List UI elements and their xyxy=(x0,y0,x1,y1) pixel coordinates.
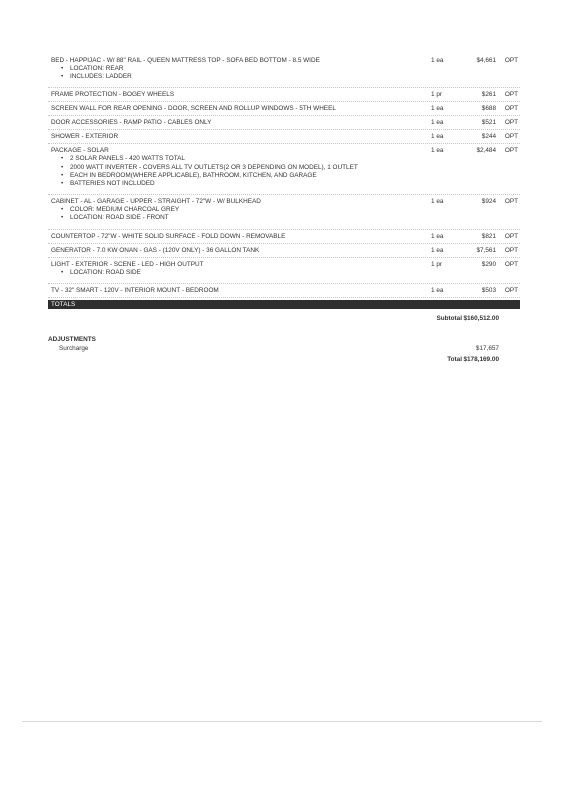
item-spacer xyxy=(51,81,520,85)
item-spacer xyxy=(51,277,520,281)
line-item-price: $2,484 xyxy=(476,147,496,155)
line-item-description: TV - 32" SMART - 120V - INTERIOR MOUNT - BEDROOM xyxy=(51,286,219,294)
line-item-price: $261 xyxy=(481,91,496,99)
grand-total-row xyxy=(48,353,520,366)
line-item-quantity: 1 pr xyxy=(431,91,443,99)
line-item-row xyxy=(51,146,520,155)
line-item-price: $7,561 xyxy=(476,246,496,254)
line-item-option-flag: OPT xyxy=(504,57,518,64)
line-item-option-flag: OPT xyxy=(504,119,518,127)
line-item-row xyxy=(51,286,520,295)
line-item-description: DOOR ACCESSORIES - RAMP PATIO - CABLES ONLY xyxy=(51,119,212,127)
line-item-row xyxy=(51,197,520,206)
line-item-row xyxy=(51,132,520,141)
line-item-price: $924 xyxy=(481,198,496,206)
detail-bullet: • 2000 WATT INVERTER - COVERS ALL TV OUTLETS(2 OR 3 DEPENDING ON MODEL), 1 OUTLET xyxy=(61,164,520,172)
line-item-price: $4,661 xyxy=(476,57,496,64)
line-item xyxy=(48,54,520,88)
line-item-quantity: 1 ea xyxy=(431,246,444,254)
line-item-row xyxy=(51,90,520,99)
line-item xyxy=(48,130,520,144)
line-item xyxy=(48,244,520,258)
totals-bar-label: TOTALS xyxy=(51,300,76,308)
line-item-row xyxy=(51,104,520,113)
detail-bullet: • EACH IN BEDROOM(WHERE APPLICABLE), BATHROOM, KITCHEN, AND GARAGE xyxy=(61,172,520,180)
footer-divider xyxy=(22,721,542,722)
line-item xyxy=(48,116,520,130)
line-item-option-flag: OPT xyxy=(504,246,518,254)
line-item-price: $821 xyxy=(481,232,496,240)
line-item-quantity: 1 ea xyxy=(431,232,444,240)
line-item-row xyxy=(51,246,520,255)
line-item-option-flag: OPT xyxy=(504,133,518,141)
item-spacer xyxy=(51,188,520,192)
line-item-price: $521 xyxy=(481,119,496,127)
detail-bullet: • LOCATION: REAR xyxy=(61,65,520,73)
line-item-description: BED - HAPPIJAC - W/ 88" RAIL - QUEEN MATTRESS TOP - SOFA BED BOTTOM - 8.5 WIDE xyxy=(51,57,320,64)
surcharge-label: Surcharge xyxy=(59,344,89,352)
totals-bar xyxy=(48,300,520,309)
line-item-option-flag: OPT xyxy=(504,91,518,99)
line-item xyxy=(48,144,520,195)
line-item-description: SCREEN WALL FOR REAR OPENING - DOOR, SCREEN AND ROLLUP WINDOWS - 5TH WHEEL xyxy=(51,105,336,113)
item-spacer xyxy=(51,223,520,227)
line-item-row xyxy=(51,56,520,65)
adjustment-row xyxy=(48,344,520,353)
line-item-description: CABINET - AL - GARAGE - UPPER - STRAIGHT - 72"W - W/ BULKHEAD xyxy=(51,198,261,206)
line-item-description: COUNTERTOP - 72"W - WHITE SOLID SURFACE - FOLD DOWN - REMOVABLE xyxy=(51,232,286,240)
line-item-details xyxy=(51,269,520,277)
total-value: $178,169.00 xyxy=(463,355,499,363)
line-item-option-flag: OPT xyxy=(504,105,518,113)
line-item-quantity: 1 ea xyxy=(431,198,444,206)
line-item-quantity: 1 pr xyxy=(431,260,443,268)
line-item-description: PACKAGE - SOLAR xyxy=(51,147,109,155)
line-item-price: $503 xyxy=(481,286,496,294)
subtotal-row xyxy=(48,309,520,323)
adjustments-heading xyxy=(48,335,520,344)
line-item-quantity: 1 ea xyxy=(431,57,444,64)
line-item-row xyxy=(51,118,520,127)
line-item-description: FRAME PROTECTION - BOGEY WHEELS xyxy=(51,91,175,99)
line-item xyxy=(48,230,520,244)
line-item-option-flag: OPT xyxy=(504,198,518,206)
line-item-price: $244 xyxy=(481,133,496,141)
line-item-quantity: 1 ea xyxy=(431,119,444,127)
line-item-price: $290 xyxy=(481,260,496,268)
line-items xyxy=(48,54,520,298)
line-item-option-flag: OPT xyxy=(504,232,518,240)
line-item-description: SHOWER - EXTERIOR xyxy=(51,133,119,141)
subtotal-value: $160,512.00 xyxy=(463,314,499,322)
line-item-details xyxy=(51,155,520,188)
subtotal-label: Subtotal xyxy=(436,314,462,322)
line-item xyxy=(48,88,520,102)
line-item xyxy=(48,102,520,116)
line-item-price: $688 xyxy=(481,105,496,113)
detail-bullet: • 2 SOLAR PANELS - 420 WATTS TOTAL xyxy=(61,155,520,163)
line-item-option-flag: OPT xyxy=(504,147,518,155)
line-item xyxy=(48,195,520,229)
line-item-description: GENERATOR - 7.0 KW ONAN - GAS - (120V ONLY) - 36 GALLON TANK xyxy=(51,246,260,254)
total-label: Total xyxy=(447,355,462,363)
line-item xyxy=(48,284,520,298)
line-item-details xyxy=(51,65,520,81)
surcharge-value: $17,657 xyxy=(475,344,499,352)
line-item-row xyxy=(51,260,520,269)
detail-bullet: • INCLUDES: LADDER xyxy=(61,73,520,81)
quote-sheet xyxy=(48,54,520,366)
line-item-description: LIGHT - EXTERIOR - SCENE - LED - HIGH OUTPUT xyxy=(51,260,204,268)
line-item-row xyxy=(51,232,520,241)
line-item-option-flag: OPT xyxy=(504,286,518,294)
detail-bullet: • LOCATION: ROAD SIDE - FRONT xyxy=(61,214,520,222)
detail-bullet: • LOCATION: ROAD SIDE xyxy=(61,269,520,277)
line-item-quantity: 1 ea xyxy=(431,286,444,294)
line-item-quantity: 1 ea xyxy=(431,133,444,141)
detail-bullet: • COLOR: MEDIUM CHARCOAL GREY xyxy=(61,206,520,214)
line-item xyxy=(48,258,520,284)
line-item-details xyxy=(51,206,520,222)
line-item-quantity: 1 ea xyxy=(431,105,444,113)
line-item-quantity: 1 ea xyxy=(431,147,444,155)
detail-bullet: • BATTERIES NOT INCLUDED xyxy=(61,180,520,188)
adjustments-heading-text: ADJUSTMENTS xyxy=(48,335,96,343)
line-item-option-flag: OPT xyxy=(504,260,518,268)
